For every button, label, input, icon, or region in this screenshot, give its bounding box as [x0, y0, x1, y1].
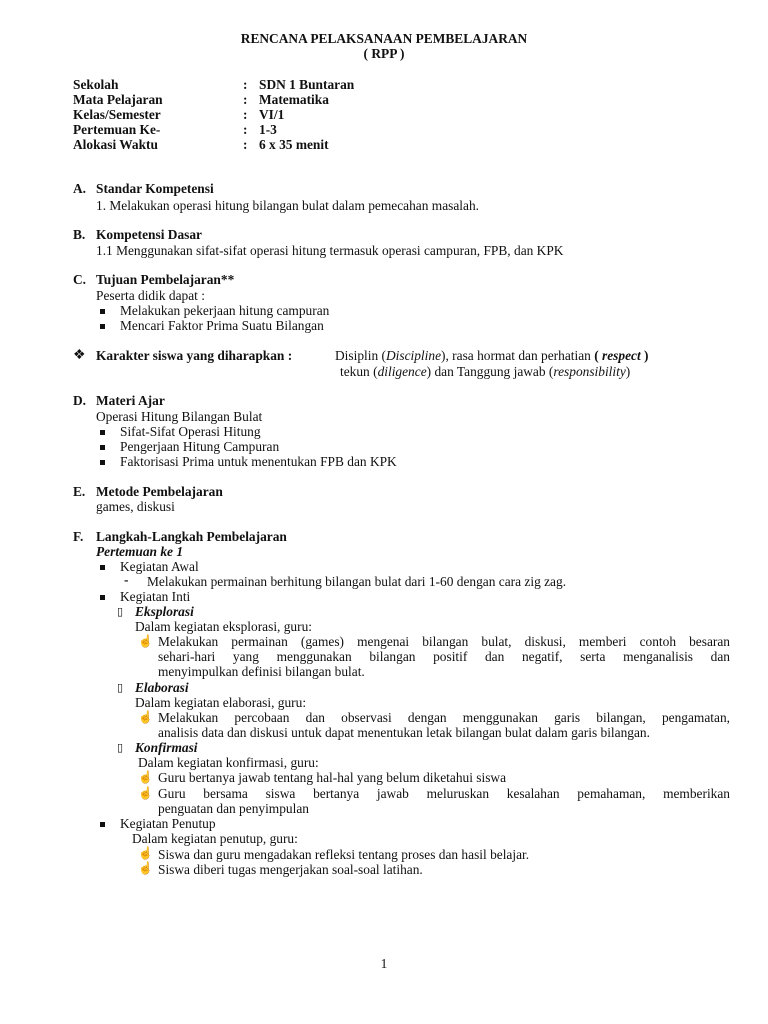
section-heading-metode: Metode Pembelajaran — [96, 484, 223, 499]
info-label-pertemuan: Pertemuan Ke- — [73, 122, 161, 137]
paragraph-line: Melakukan percobaan dan observasi dengan menggunakan garis bilangan, pengamatan, — [158, 710, 730, 725]
section-heading-langkah: Langkah-Langkah Pembelajaran — [96, 529, 287, 544]
elaborasi-intro: Dalam kegiatan elaborasi, guru: — [135, 695, 307, 710]
info-colon: : — [243, 77, 248, 92]
karakter-term: diligence — [377, 364, 427, 379]
karakter-text: ( — [594, 348, 603, 363]
karakter-text: Disiplin ( — [335, 348, 386, 363]
karakter-term: respect — [602, 348, 641, 363]
square-bullet-icon — [100, 324, 105, 329]
section-letter: B. — [73, 227, 86, 242]
konfirmasi-intro: Dalam kegiatan konfirmasi, guru: — [138, 755, 319, 770]
paragraph-line: penguatan dan penyimpulan — [158, 801, 309, 816]
karakter-label: Karakter siswa yang diharapkan : — [96, 348, 293, 363]
paragraph-line: analisis data dan diskusi untuk dapat menentukan letak bilangan bulat dalam garis bilangan. — [158, 725, 650, 740]
section-heading-materi: Materi Ajar — [96, 393, 165, 408]
square-bullet-icon — [100, 445, 105, 450]
arrow-bullet-icon: ▯ — [117, 742, 124, 754]
materi-bullet: Sifat-Sifat Operasi Hitung — [120, 424, 261, 439]
section-letter: A. — [73, 181, 87, 196]
hand-pointer-icon: ☝ — [138, 861, 153, 875]
penutup-item: Siswa diberi tugas mengerjakan soal-soal latihan. — [158, 862, 423, 877]
square-bullet-icon — [100, 460, 105, 465]
info-value-alokasi: 6 x 35 menit — [259, 137, 329, 152]
square-bullet-icon — [100, 430, 105, 435]
penutup-item: Siswa dan guru mengadakan refleksi tentang proses dan hasil belajar. — [158, 847, 530, 862]
square-bullet-icon — [100, 595, 105, 600]
section-heading-kompetensi-dasar: Kompetensi Dasar — [96, 227, 203, 242]
konfirmasi-heading: Konfirmasi — [135, 740, 198, 755]
karakter-text: ), rasa hormat dan perhatian — [441, 348, 595, 363]
hand-pointer-icon: ☝ — [138, 770, 153, 784]
page-number: 1 — [380, 956, 388, 971]
arrow-bullet-icon: ▯ — [117, 682, 124, 694]
karakter-line-1 — [335, 348, 649, 363]
standar-kompetensi-item: 1. Melakukan operasi hitung bilangan bulat dalam pemecahan masalah. — [96, 198, 479, 213]
info-label-sekolah: Sekolah — [73, 77, 119, 92]
arrow-bullet-icon: ▯ — [117, 606, 124, 618]
info-value-mapel: Matematika — [259, 92, 329, 107]
section-letter: C. — [73, 272, 87, 287]
info-label-kelas: Kelas/Semester — [73, 107, 161, 122]
elaborasi-paragraph — [158, 710, 730, 740]
kegiatan-penutup-label: Kegiatan Penutup — [120, 816, 216, 831]
eksplorasi-intro: Dalam kegiatan eksplorasi, guru: — [135, 619, 313, 634]
section-letter: F. — [73, 529, 84, 544]
diamond-bullet-icon: ❖ — [73, 348, 86, 363]
tujuan-bullet: Mencari Faktor Prima Suatu Bilangan — [120, 318, 324, 333]
paragraph-line: Guru bersama siswa bertanya jawab meluruskan kesalahan pemahaman, memberikan — [158, 786, 730, 801]
kompetensi-dasar-item: 1.1 Menggunakan sifat-sifat operasi hitung termasuk operasi campuran, FPB, dan KPK — [96, 243, 564, 258]
info-colon: : — [243, 122, 248, 137]
info-value-sekolah: SDN 1 Buntaran — [259, 77, 355, 92]
hand-pointer-icon: ☝ — [138, 846, 153, 860]
section-heading-tujuan: Tujuan Pembelajaran** — [96, 272, 235, 287]
section-letter: D. — [73, 393, 87, 408]
square-bullet-icon — [100, 565, 105, 570]
konfirmasi-paragraph — [158, 786, 730, 816]
square-bullet-icon — [100, 309, 105, 314]
kegiatan-inti-label: Kegiatan Inti — [120, 589, 191, 604]
hand-pointer-icon: ☝ — [138, 710, 153, 724]
info-colon: : — [243, 92, 248, 107]
hand-pointer-icon: ☝ — [138, 786, 153, 800]
hand-pointer-icon: ☝ — [138, 634, 153, 648]
eksplorasi-heading: Eksplorasi — [135, 604, 194, 619]
eksplorasi-paragraph — [158, 634, 730, 679]
tujuan-bullet: Melakukan pekerjaan hitung campuran — [120, 303, 330, 318]
paragraph-line: Melakukan permainan (games) mengenai bilangan bulat, diskusi, memberi contoh besaran — [158, 634, 730, 649]
karakter-text: ) — [625, 364, 631, 379]
square-bullet-icon — [100, 822, 105, 827]
materi-intro: Operasi Hitung Bilangan Bulat — [96, 409, 263, 424]
tujuan-intro: Peserta didik dapat : — [96, 288, 205, 303]
paragraph-line: sehari-hari yang menggunakan bilangan positif dan negatif, serta menganalisis dan — [158, 649, 730, 664]
materi-bullet: Faktorisasi Prima untuk menentukan FPB dan KPK — [120, 454, 397, 469]
karakter-term: Discipline — [385, 348, 442, 363]
section-heading-standar-kompetensi: Standar Kompetensi — [96, 181, 214, 196]
karakter-text: ) dan Tanggung jawab ( — [426, 364, 554, 379]
konfirmasi-item: Guru bertanya jawab tentang hal-hal yang belum diketahui siswa — [158, 770, 507, 785]
info-value-kelas: VI/1 — [259, 107, 285, 122]
materi-bullet: Pengerjaan Hitung Campuran — [120, 439, 280, 454]
info-label-alokasi: Alokasi Waktu — [73, 137, 158, 152]
karakter-term: responsibility — [553, 364, 626, 379]
info-colon: : — [243, 137, 248, 152]
pertemuan-label: Pertemuan ke 1 — [96, 544, 184, 559]
kegiatan-awal-item: Melakukan permainan berhitung bilangan bulat dari 1-60 dengan cara zig zag. — [147, 574, 567, 589]
karakter-text: tekun ( — [340, 364, 378, 379]
document-title: RENCANA PELAKSANAAN PEMBELAJARAN — [240, 31, 528, 46]
info-label-mapel: Mata Pelajaran — [73, 92, 163, 107]
dash-bullet: - — [124, 572, 129, 587]
kegiatan-awal-label: Kegiatan Awal — [120, 559, 199, 574]
karakter-text: ) — [640, 348, 649, 363]
document-subtitle: ( RPP ) — [363, 46, 405, 61]
elaborasi-heading: Elaborasi — [135, 680, 189, 695]
paragraph-line: menyimpulkan definisi bilangan bulat. — [158, 664, 365, 679]
karakter-line-2 — [340, 364, 630, 379]
section-letter: E. — [73, 484, 86, 499]
metode-text: games, diskusi — [96, 499, 175, 514]
penutup-intro: Dalam kegiatan penutup, guru: — [132, 831, 298, 846]
info-value-pertemuan: 1-3 — [259, 122, 277, 137]
info-colon: : — [243, 107, 248, 122]
